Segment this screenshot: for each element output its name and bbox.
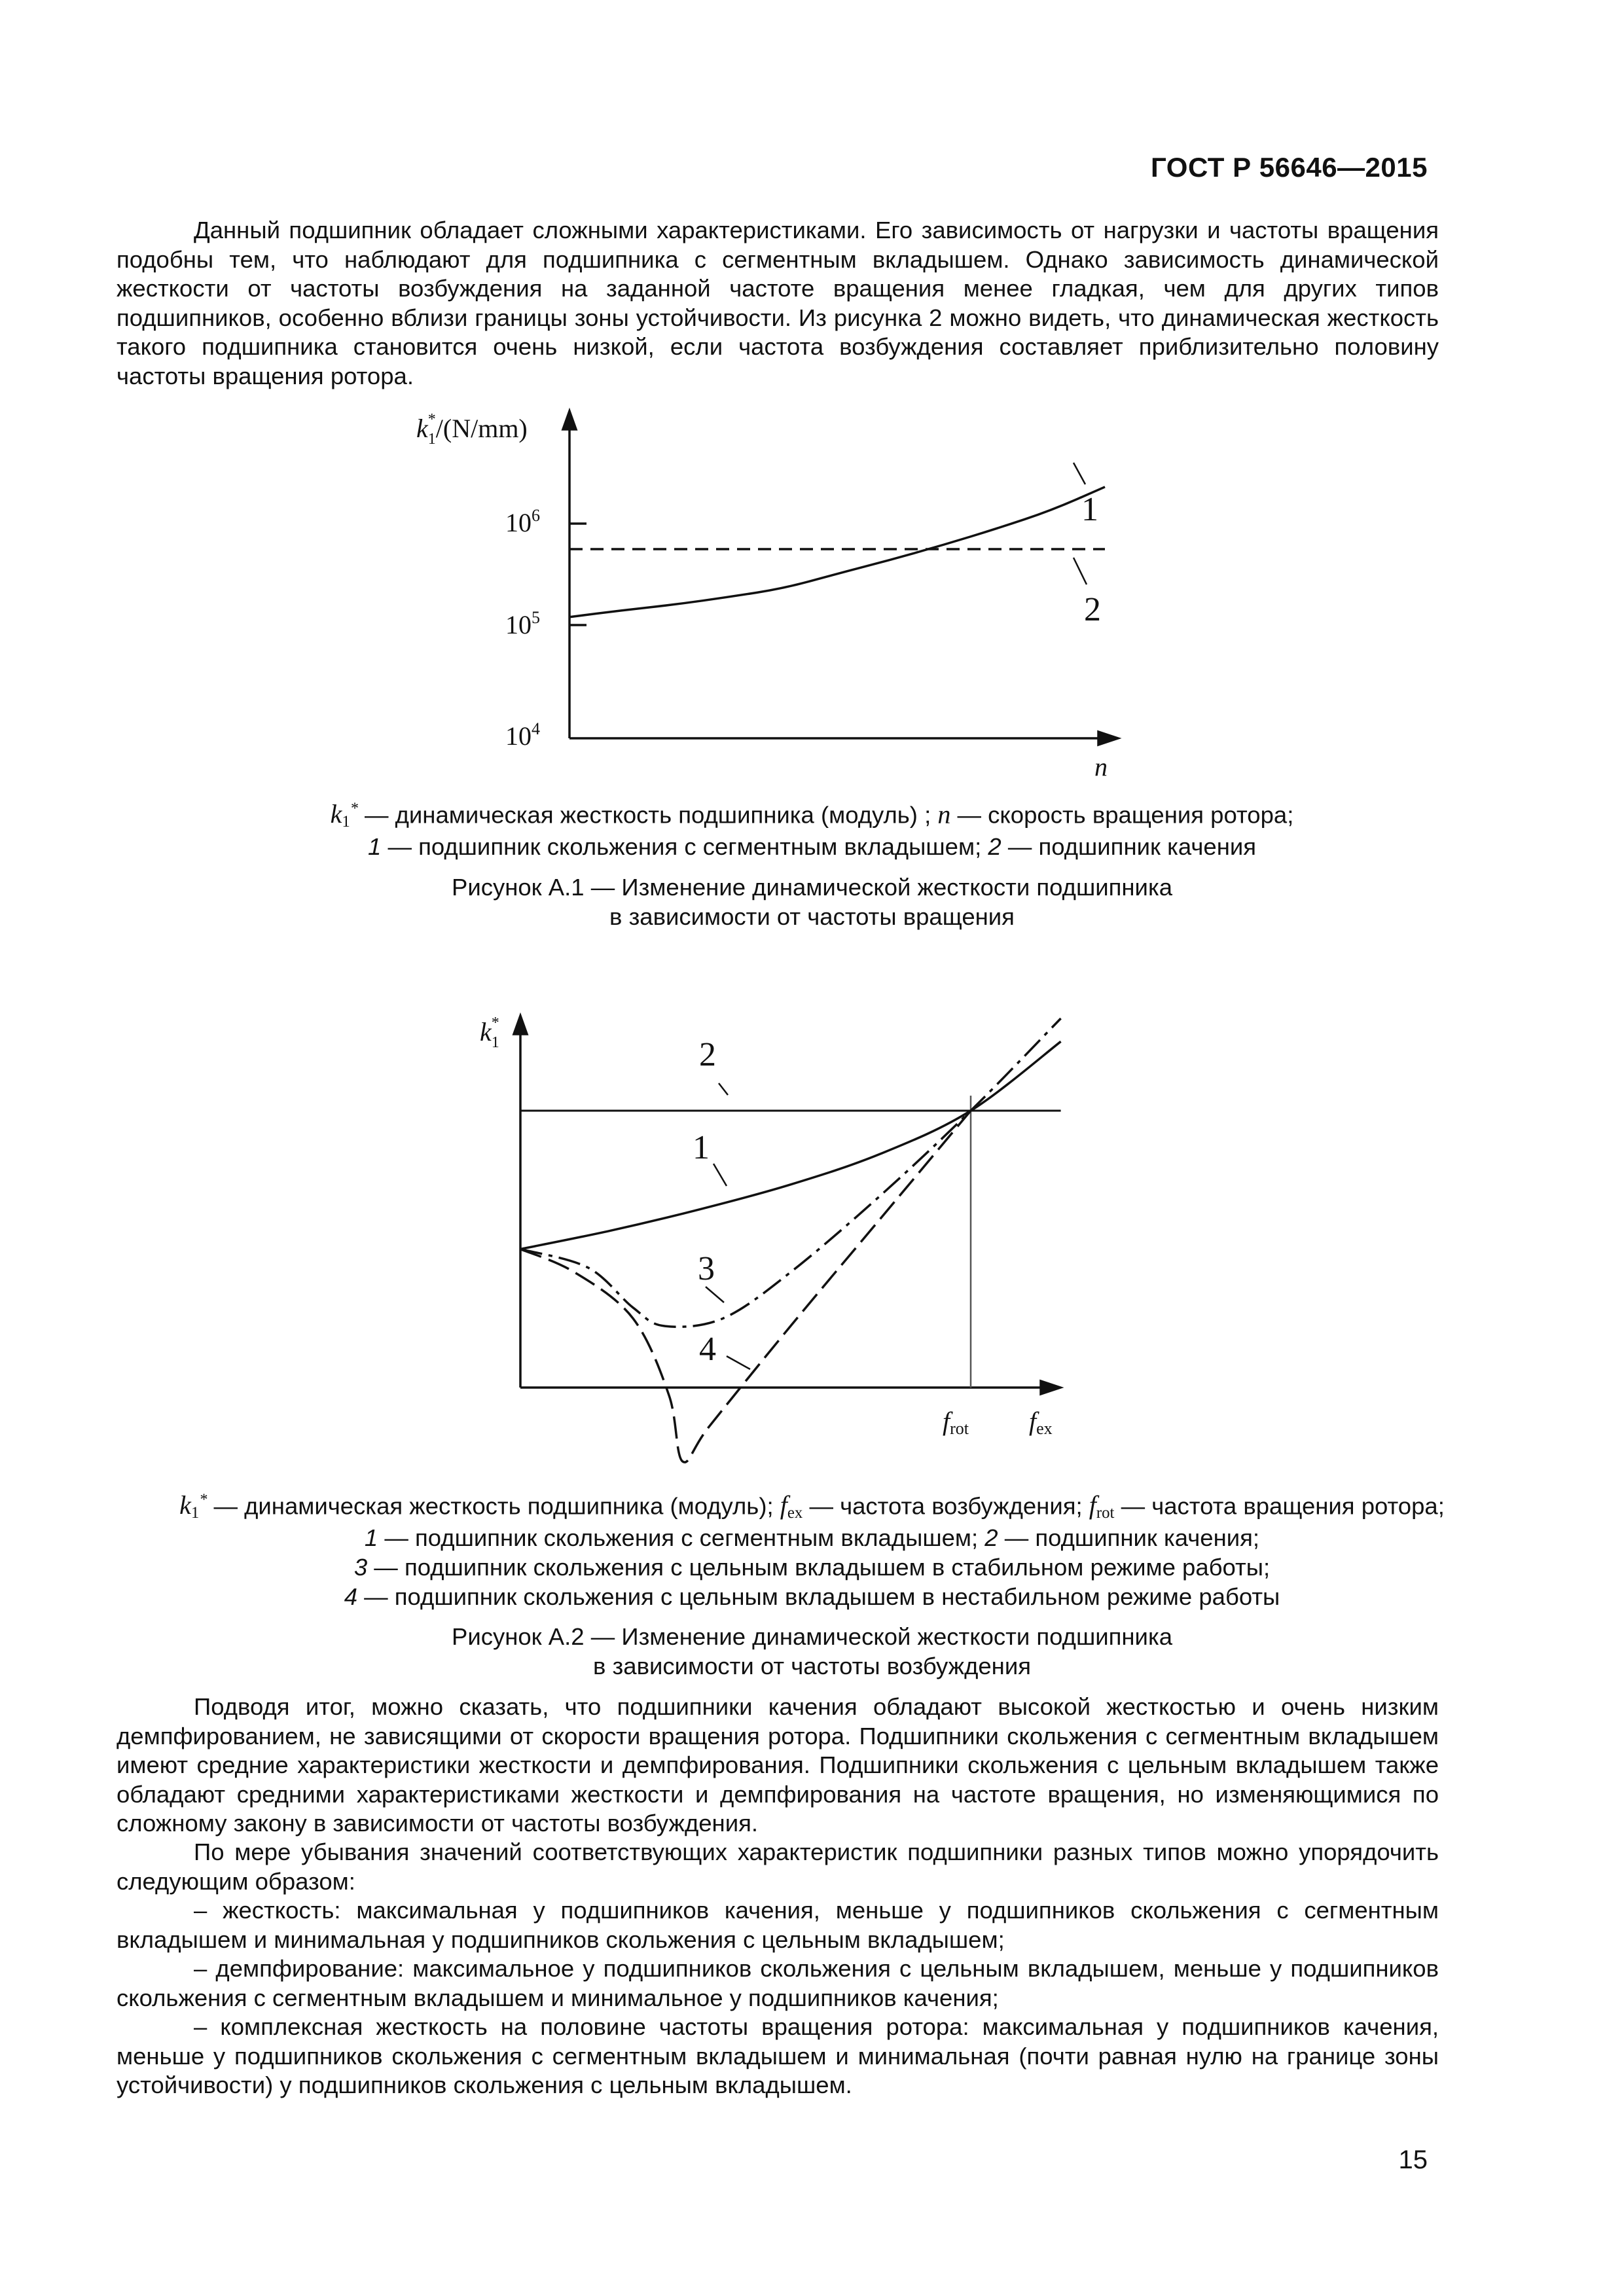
- fig2-leader-1: [713, 1164, 727, 1186]
- conclusion-paragraph-2: По мере убывания значений соответствующих характеристик подшипники разных типов можно упорядочить следующим образом:: [117, 1839, 1439, 1895]
- document-id: ГОСТ Р 56646—2015: [1151, 152, 1428, 183]
- fig2-leader-2: [719, 1083, 728, 1095]
- fig2-curve-4: [520, 1111, 971, 1462]
- fig2-legend-k: $k_1^*$: [179, 1490, 208, 1522]
- fig2-legend-line-1: $k_1^*$ — динамическая жесткость подшипника (модуль); $f_{ex}$ — частота возбуждения; $f_{rot}$ — частота вращения ротора;: [179, 1490, 1445, 1522]
- fig2-leader-3: [706, 1287, 724, 1302]
- fig1-legend-line-2: 1 — подшипник скольжения с сегментным вкладышем; 2 — подшипник качения: [368, 833, 1256, 860]
- fig2-xlabel: fex: [1029, 1407, 1053, 1438]
- fig1-tick-label-1e4: $10^4$: [505, 719, 540, 751]
- fig2-curve-label-1: 1: [693, 1129, 710, 1166]
- fig2-x-arrow: [1041, 1381, 1060, 1394]
- list-item-complex-stiffness: – комплексная жесткость на половине частоты вращения ротора: максимальная у подшипников качения, меньше у подшипников скольжения с сегментным вкладышем и минимальная (почти равная нулю на границе зоны устойчивости) у подшипников скольжения с цельным вкладышем.: [117, 2013, 1439, 2098]
- fig2-caption-line-1: Рисунок А.2 — Изменение динамической жесткости подшипника: [451, 1623, 1173, 1650]
- fig2-leader-4: [727, 1356, 750, 1369]
- list-item-stiffness: – жесткость: максимальная у подшипников качения, меньше у подшипников скольжения с сегментным вкладышем и минимальная у подшипников скольжения с цельным вкладышем;: [117, 1897, 1439, 1953]
- page-number: 15: [1398, 2145, 1428, 2174]
- fig2-legend-line-2: 1 — подшипник скольжения с сегментным вкладышем; 2 — подшипник качения;: [364, 1524, 1260, 1551]
- fig2-curve-label-3: 3: [698, 1250, 715, 1287]
- fig2-legend-line-3: 3 — подшипник скольжения с цельным вкладышем в стабильном режиме работы;: [353, 1554, 1271, 1581]
- fig2-ylabel: $k_1*$: [480, 1014, 499, 1051]
- fig2-curve-label-2: 2: [699, 1036, 716, 1073]
- fig2-curve-label-4: 4: [699, 1331, 716, 1368]
- fig2-frot-label: frot: [943, 1407, 969, 1438]
- fig2-curve-1: [520, 1041, 1061, 1249]
- list-item-damping: – демпфирование: максимальное у подшипников скольжения с цельным вкладышем, меньше у подшипников скольжения с сегментным вкладышем и минимальное у подшипников качения;: [117, 1955, 1439, 2011]
- intro-paragraph: Данный подшипник обладает сложными характеристиками. Его зависимость от нагрузки и частоты вращения подобны тем, что наблюдают для подшипника с сегментным вкладышем. Однако зависимость динамической жесткости от частоты возбуждения на заданной частоте вращения менее гладкая, чем для других типов подшипников, особенно вблизи границы зоны устойчивости. Из рисунка 2 можно видеть, что динамическая жесткость такого подшипника становится очень низкой, если частота возбуждения составляет приблизительно половину частоты вращения ротора.: [117, 217, 1439, 389]
- fig2-curve-3: [520, 1018, 1061, 1327]
- conclusion-paragraph-1: Подводя итог, можно сказать, что подшипники качения обладают высокой жесткостью и очень низким демпфированием, не зависящими от скорости вращения ротора. Подшипники скольжения с сегментным вкладышем имеют средние характеристики жесткости и демпфирования. Подшипники скольжения с цельным вкладышем также обладают средними характеристиками жесткости и демпфирования на частоте вращения, но изменяющимися по сложному закону в зависимости от частоты возбуждения.: [117, 1693, 1439, 1837]
- fig1-legend-k: $k_1^*$: [330, 799, 358, 831]
- fig1-xlabel: n: [1094, 752, 1108, 781]
- fig2-legend-line-4: 4 — подшипник скольжения с цельным вкладышем в нестабильном режиме работы: [344, 1583, 1280, 1610]
- fig2-y-arrow: [514, 1016, 527, 1034]
- fig1-curve-label-2: 2: [1084, 591, 1101, 628]
- fig1-ylabel: $k_1*/(N/mm)$: [416, 411, 528, 448]
- fig1-tick-label-1e5: $10^5$: [505, 608, 540, 639]
- fig1-legend-line-1: $k_1^*$ — динамическая жесткость подшипника (модуль) ; n — скорость вращения ротора;: [330, 799, 1294, 831]
- fig1-caption-line-1: Рисунок А.1 — Изменение динамической жесткости подшипника: [451, 874, 1173, 901]
- fig1-curve-label-1: 1: [1081, 491, 1098, 528]
- fig1-tick-label-1e6: $10^6$: [505, 506, 540, 537]
- fig2-caption-line-2: в зависимости от частоты возбуждения: [593, 1653, 1031, 1679]
- fig1-caption-line-2: в зависимости от частоты вращения: [609, 903, 1015, 930]
